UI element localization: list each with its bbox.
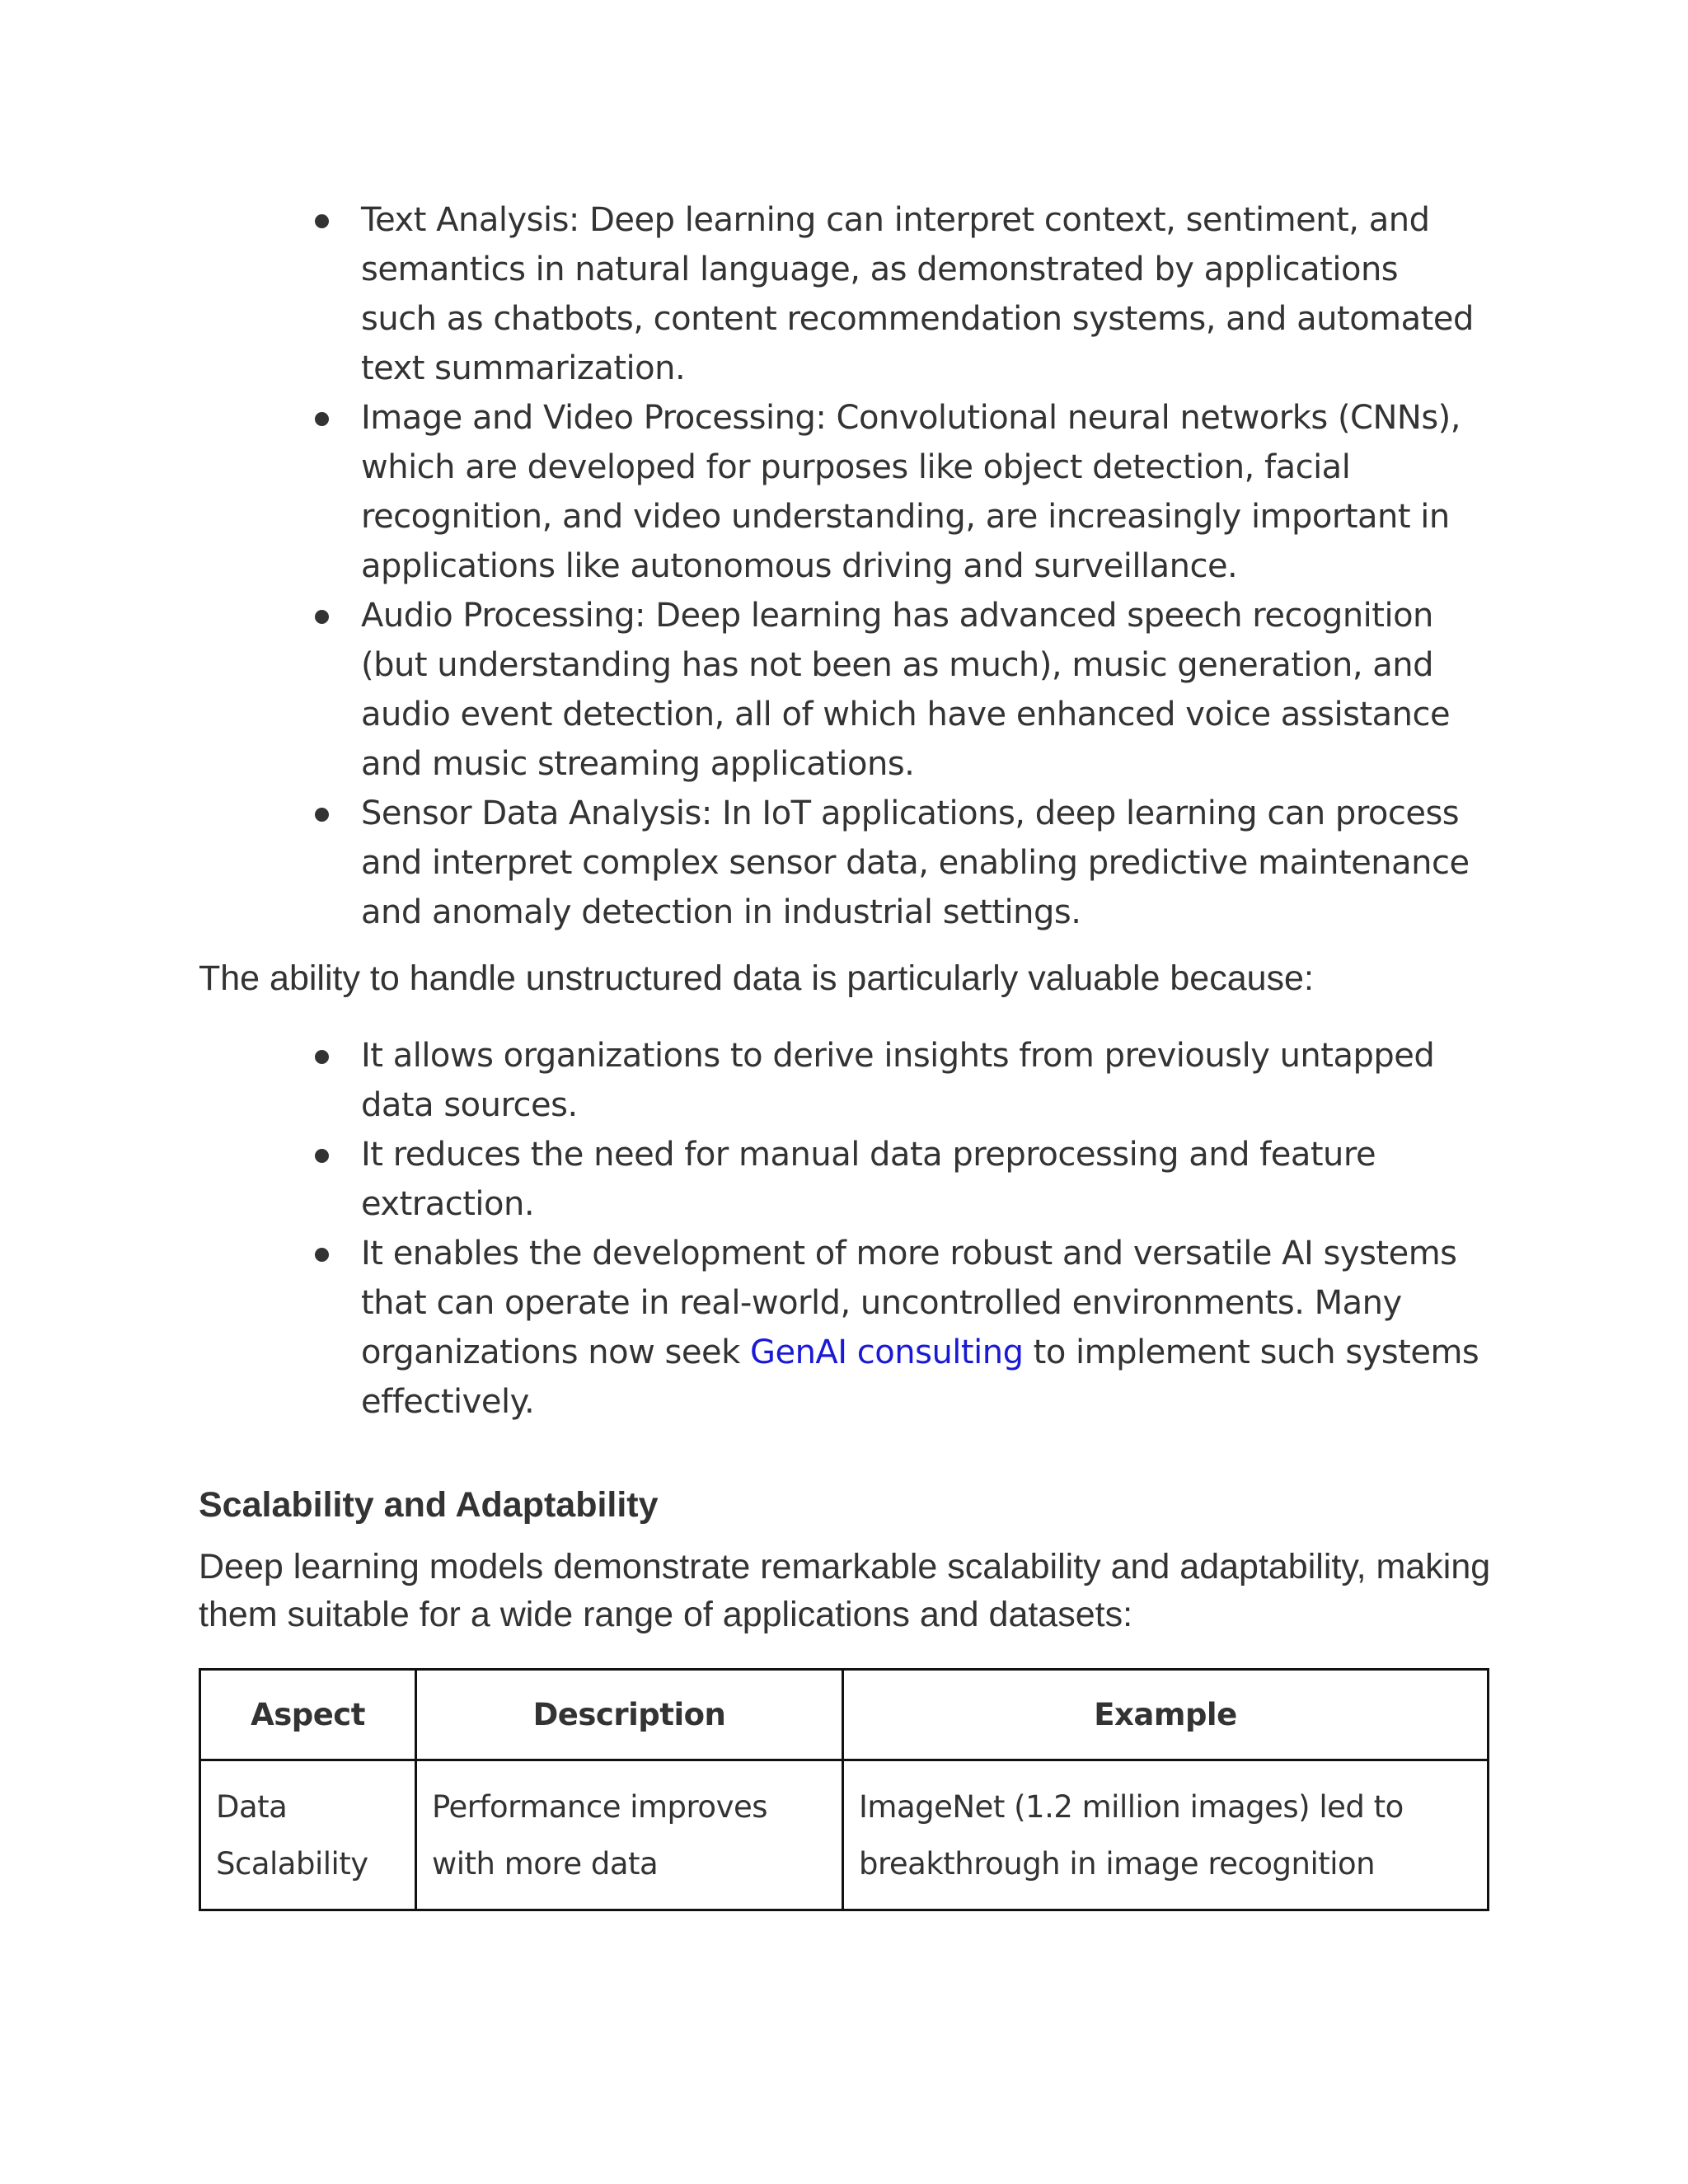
header-description: Description — [416, 1670, 843, 1760]
benefits-list — [0, 1031, 1480, 1427]
cell-aspect — [200, 1760, 416, 1910]
cell-aspect-line1: Data — [216, 1788, 288, 1825]
header-aspect: Aspect — [200, 1670, 416, 1760]
capabilities-list — [0, 195, 1480, 937]
table-header-row — [200, 1670, 1489, 1760]
intro-paragraph: The ability to handle unstructured data is particularly valuable because: — [199, 958, 1314, 998]
list-item-text-analysis: Text Analysis: Deep learning can interpret context, sentiment, and semantics in natural language, as demonstrated by applications such as chatbots, content recommendation systems, and automated text summarization. — [361, 195, 1480, 393]
robust-systems-text-before: It enables the development of more robust and versatile AI systems that can operate in real-world, uncontrolled environments. Many organizations now seek — [361, 1235, 1457, 1371]
genai-consulting-link[interactable]: GenAI consulting — [749, 1333, 1024, 1371]
robust-systems-text-after: to implement such systems effectively. — [361, 1333, 1479, 1421]
list-item-audio-processing: Audio Processing: Deep learning has advanced speech recognition (but understanding has not been as much), music generation, and audio event detection, all of which have enhanced voice assistance and music streaming applications. — [361, 591, 1480, 789]
list-item-image-video-processing: Image and Video Processing: Convolutional neural networks (CNNs), which are developed for purposes like object detection, facial recognition, and video understanding, are increasingly important in applications like autonomous driving and surveillance. — [361, 393, 1480, 591]
list-item-sensor-data-analysis: Sensor Data Analysis: In IoT applications, deep learning can process and interpret complex sensor data, enabling predictive maintenance and anomaly detection in industrial settings. — [361, 789, 1480, 937]
list-item-manual-preprocessing: It reduces the need for manual data preprocessing and feature extraction. — [361, 1130, 1480, 1229]
section-paragraph: Deep learning models demonstrate remarkable scalability and adaptability, making them suitable for a wide range of applications and datasets: — [199, 1547, 1491, 1634]
cell-aspect-line2: Scalability — [216, 1845, 368, 1882]
table-row — [200, 1760, 1489, 1910]
header-example: Example — [843, 1670, 1489, 1760]
cell-description: Performance improves with more data — [416, 1760, 843, 1910]
section-heading: Scalability and Adaptability — [199, 1485, 659, 1525]
cell-example: ImageNet (1.2 million images) led to breakthrough in image recognition — [843, 1760, 1489, 1910]
list-item-robust-systems — [361, 1229, 1480, 1427]
list-item-untapped-data: It allows organizations to derive insights from previously untapped data sources. — [361, 1031, 1480, 1130]
scalability-table — [199, 1668, 1489, 1911]
